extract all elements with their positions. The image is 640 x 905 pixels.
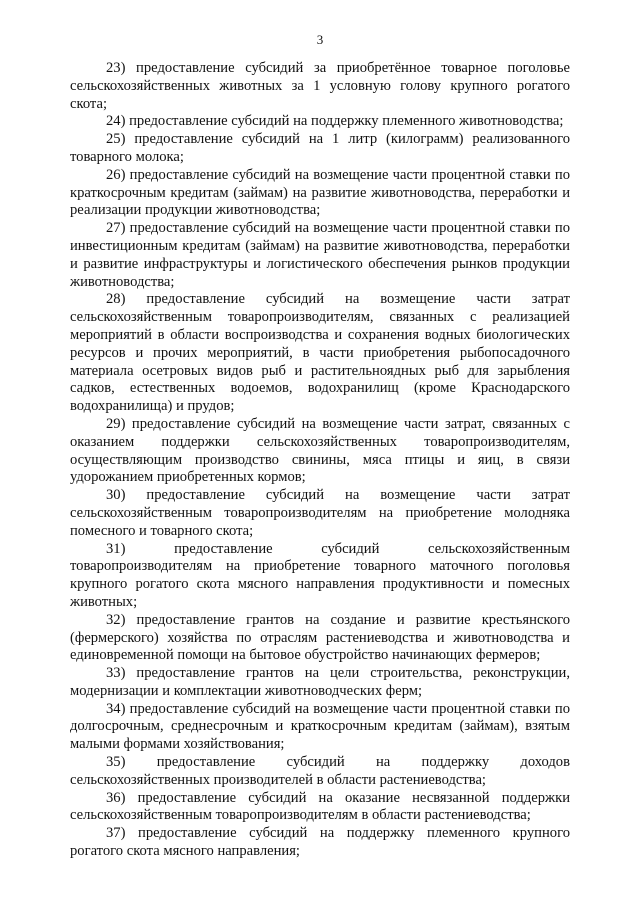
subsidy-list bbox=[70, 60, 570, 861]
list-item: 24) предоставление субсидий на поддержку племенного животноводства; bbox=[106, 113, 564, 130]
list-item: 32) предоставление грантов на создание и развитие крестьянского (фермерского) хозяйства по отраслям растениеводства и животноводства и единовременной помощи на бытовое обустройство начинающих фермеров; bbox=[70, 611, 570, 664]
list-item: 36) предоставление субсидий на оказание несвязанной поддержки сельскохозяйственным товаропроизводителям в области растениеводства; bbox=[70, 789, 570, 824]
list-item: 34) предоставление субсидий на возмещение части процентной ставки по долгосрочным, среднесрочным и краткосрочным кредитам (займам), взятым малыми формами хозяйствования; bbox=[70, 700, 570, 753]
page-number: 3 bbox=[316, 32, 324, 47]
list-item: 31) предоставление субсидий сельскохозяйственным товаропроизводителям на приобретение товарного маточного поголовья крупного рогатого скота мясного направления продуктивности и помесных животных; bbox=[70, 540, 570, 610]
list-item: 35) предоставление субсидий на поддержку доходов сельскохозяйственных производителей в области растениеводства; bbox=[70, 754, 570, 788]
list-item: 29) предоставление субсидий на возмещение части затрат, связанных с оказанием поддержки сельскохозяйственных товаропроизводителям, осуществляющим производство свинины, мяса птицы и яиц, в связи удорожанием приобретенных кормов; bbox=[70, 415, 570, 486]
list-item: 27) предоставление субсидий на возмещение части процентной ставки по инвестиционным кредитам (займам) на развитие животноводства, переработки и развитие инфраструктуры и логистического обеспечения рынков продукции животноводства; bbox=[70, 220, 570, 290]
list-item: 30) предоставление субсидий на возмещение части затрат сельскохозяйственным товаропроизводителям на приобретение молодняка помесного и товарного скота; bbox=[70, 487, 570, 539]
list-item: 23) предоставление субсидий за приобретённое товарное поголовье сельскохозяйственных животных за 1 условную голову крупного рогатого скота; bbox=[70, 60, 570, 112]
list-item: 25) предоставление субсидий на 1 литр (килограмм) реализованного товарного молока; bbox=[70, 131, 570, 165]
list-item: 37) предоставление субсидий на поддержку племенного крупного рогатого скота мясного направления; bbox=[70, 825, 570, 860]
list-item: 28) предоставление субсидий на возмещение части затрат сельскохозяйственным товаропроизводителям, связанных с реализацией мероприятий в области воспроизводства и сохранения водных биологических ресурсов и прочих мероприятий, в части приобретения рыбопосадочного материала осетровых видов рыб и растительноядных рыб для зарыбления садков, естественных водоемов, водохранилищ (кроме Краснодарского водохранилища) и прудов; bbox=[70, 291, 570, 415]
list-item: 26) предоставление субсидий на возмещение части процентной ставки по краткосрочным кредитам (займам) на развитие животноводства, переработки и реализации продукции животноводства; bbox=[70, 166, 570, 219]
list-item: 33) предоставление грантов на цели строительства, реконструкции, модернизации и комплектации животноводческих ферм; bbox=[70, 665, 570, 699]
